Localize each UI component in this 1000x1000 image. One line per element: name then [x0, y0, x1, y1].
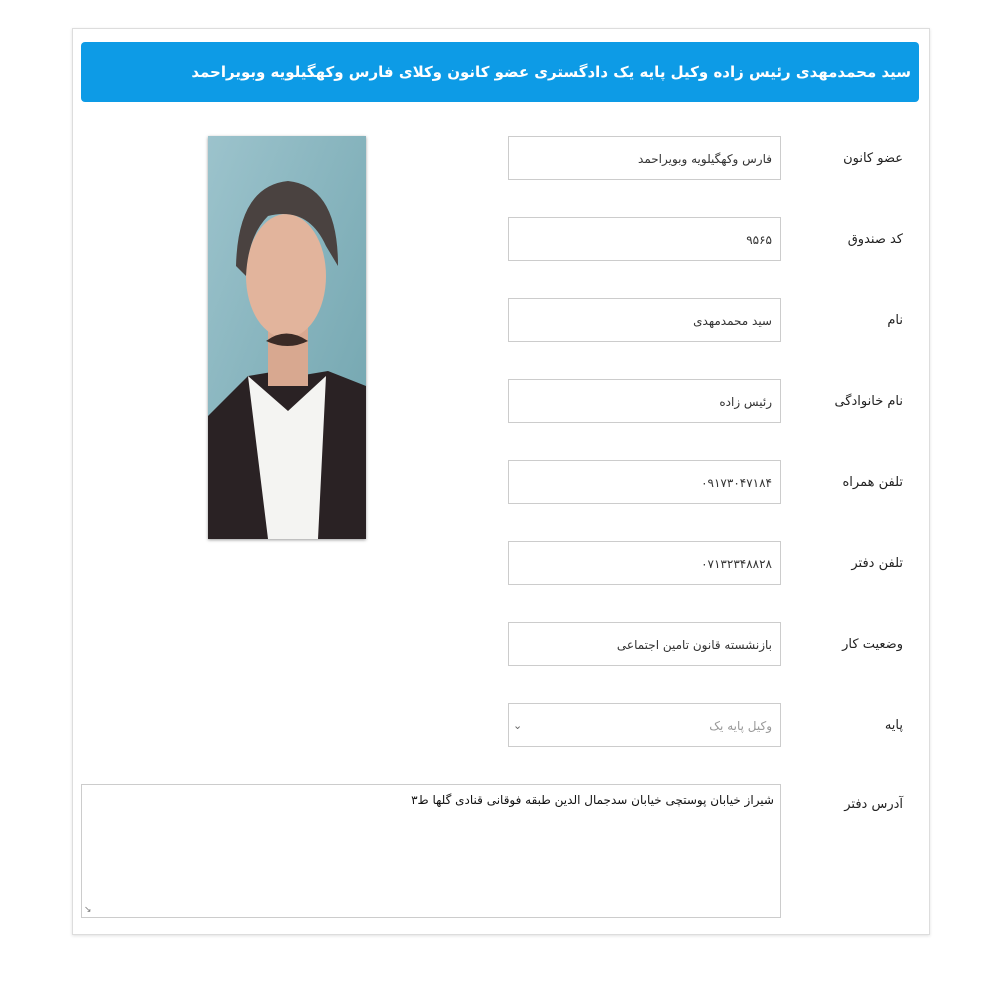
first-name-row — [508, 298, 908, 344]
mobile-field[interactable]: ۰۹۱۷۳۰۴۷۱۸۴ — [508, 460, 781, 504]
grade-select-value: وکیل پایه یک — [709, 719, 772, 733]
work-status-row — [508, 622, 908, 668]
fund-code-label: کد صندوق — [847, 232, 903, 247]
chevron-down-icon: ⌄ — [513, 719, 523, 732]
office-address-label: آدرس دفتر — [844, 797, 903, 812]
office-address-value: شیراز خیابان پوستچی خیابان سدجمال الدین طبقه فوقانی قنادی گلها ط۳ — [411, 793, 774, 807]
office-address-textarea[interactable] — [81, 784, 781, 918]
member-of-bar-row — [508, 136, 908, 182]
last-name-label: نام خانوادگی — [834, 394, 903, 409]
office-phone-field[interactable]: ۰۷۱۳۲۳۴۸۸۲۸ — [508, 541, 781, 585]
first-name-field[interactable]: سید محمدمهدی — [508, 298, 781, 342]
fund-code-field[interactable]: ۹۵۶۵ — [508, 217, 781, 261]
member-of-bar-field[interactable]: فارس وکهگیلویه وبویراحمد — [508, 136, 781, 180]
resize-handle-icon[interactable]: ↘ — [84, 905, 92, 915]
lawyer-photo — [208, 136, 366, 539]
work-status-field[interactable]: بازنشسته قانون تامین اجتماعی — [508, 622, 781, 666]
grade-label: پایه — [884, 718, 903, 733]
last-name-field[interactable]: رئیس زاده — [508, 379, 781, 423]
work-status-label: وضعیت کار — [842, 637, 903, 652]
office-phone-label: تلفن دفتر — [851, 556, 903, 571]
profile-panel — [72, 28, 930, 935]
grade-select[interactable] — [508, 703, 781, 747]
profile-header — [81, 42, 919, 102]
mobile-row — [508, 460, 908, 506]
mobile-label: تلفن همراه — [842, 475, 903, 490]
first-name-label: نام — [887, 313, 903, 328]
last-name-row — [508, 379, 908, 425]
grade-row — [508, 703, 908, 749]
fund-code-row — [508, 217, 908, 263]
office-phone-row — [508, 541, 908, 587]
member-of-bar-label: عضو کانون — [843, 151, 903, 166]
page-title: سید محمدمهدی رئیس زاده وکیل پایه یک دادگستری عضو کانون وکلای فارس وکهگیلویه وبویراحمد — [191, 63, 911, 81]
